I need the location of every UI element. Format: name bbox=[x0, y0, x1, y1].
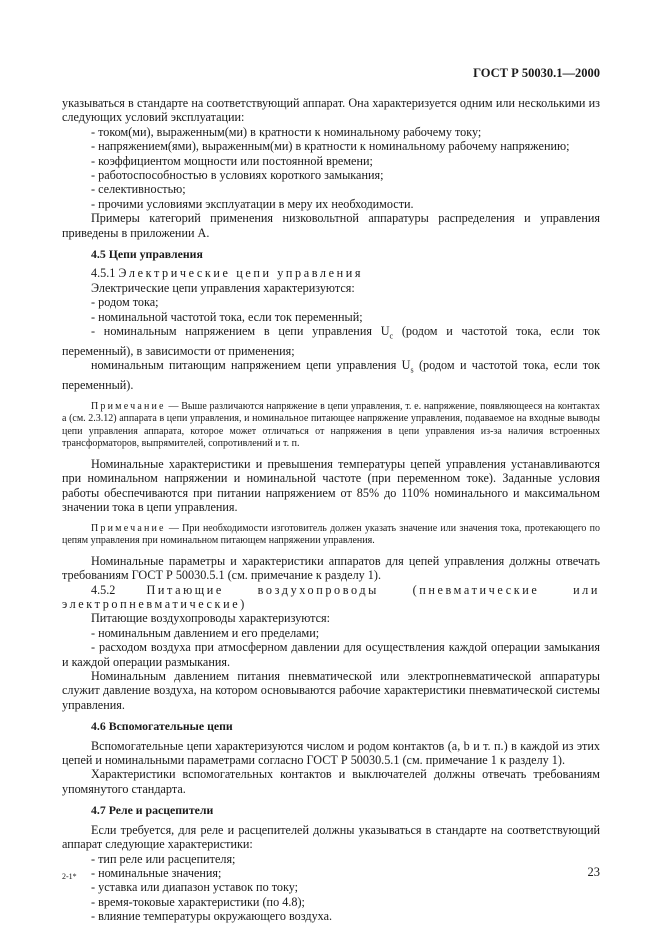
list-item: - номинальным давлением и его пределами; bbox=[91, 625, 320, 640]
list-item: - током(ми), выраженным(ми) в кратности к номинальному рабочему току; bbox=[91, 124, 482, 139]
list-item: - родом тока; bbox=[91, 295, 159, 310]
list-item: - тип реле или расцепителя; bbox=[91, 851, 236, 866]
paragraph: Характеристики вспомогательных контактов и выключателей должны отвечать требованиям упомянутого стандарта. bbox=[62, 767, 600, 796]
list-item: - коэффициентом мощности или постоянной времени; bbox=[91, 153, 373, 168]
paragraph: Электрические цепи управления характеризуются: bbox=[91, 280, 355, 295]
intro-block bbox=[62, 96, 600, 240]
section-4-7 bbox=[62, 803, 600, 923]
note-label: Примечание bbox=[91, 400, 166, 412]
section-heading: 4.7 Реле и расцепители bbox=[91, 803, 214, 818]
section-4-6 bbox=[62, 719, 600, 796]
note-text: — При необходимости изготовитель должен указать значение или значения тока, протекающего по цепям управления при номинальном питающем напряжении управления. bbox=[62, 522, 600, 547]
list-item: - селективностью; bbox=[91, 182, 186, 197]
page-number: 23 bbox=[587, 865, 600, 879]
sheet-mark: 2-1* bbox=[62, 872, 77, 881]
list-item: - прочими условиями эксплуатации в меру их необходимости. bbox=[91, 196, 414, 211]
subsection-name: Электрические цепи управления bbox=[118, 266, 364, 281]
subsection-number: 4.5.2 bbox=[91, 582, 147, 597]
subsection-name: Питающие воздухопроводы (пневматические или электропневматические) bbox=[62, 582, 600, 611]
paragraph: Если требуется, для реле и расцепителей должны указываться в стандарте на соответствующий аппарат следующие характеристики: bbox=[62, 822, 600, 852]
note-text: — Выше различаются напряжение в цепи управления, т. е. напряжение, появляющееся на контактах a (см. 2.3.12) аппарата в цепи управления, и номинальное питающее напряжение управления, подаваемое на входные выводы цепи управления аппарата, которое может отличаться от напряжения в цепи управления из-за наличия встроенных трансформаторов, выпрямителей, сопротивлений и т. п. bbox=[62, 400, 600, 450]
list-item: - номинальные значения; bbox=[91, 865, 222, 880]
section-4-5 bbox=[62, 247, 600, 712]
paragraph: Номинальным давлением питания пневматической или электропневматической аппаратуры служит давление воздуха, на котором основываются рабочие характеристики пневматической системы управления. bbox=[62, 669, 600, 712]
note bbox=[62, 401, 600, 451]
paragraph: Номинальные параметры и характеристики аппаратов для цепей управления должны отвечать требованиям ГОСТ Р 50030.5.1 (см. примечание к разделу 1). bbox=[62, 553, 600, 583]
list-item: - номинальной частотой тока, если ток переменный; bbox=[91, 309, 363, 324]
list-item: - номинальным напряжением в цепи управления $U_c$ (родом и частотой тока, если ток переменный), в зависимости от применения; bbox=[62, 324, 600, 358]
section-heading: 4.5 Цепи управления bbox=[91, 247, 203, 262]
subsection-number: 4.5.1 bbox=[91, 266, 119, 281]
paragraph: Примеры категорий применения низковольтной аппаратуры распределения и управления приведены в приложении А. bbox=[62, 211, 600, 240]
list-item: - напряжением(ями), выраженным(ми) в кратности к номинальному рабочему напряжению; bbox=[91, 139, 570, 154]
list-item: - время-токовые характеристики (по 4.8); bbox=[91, 894, 305, 909]
section-heading: 4.6 Вспомогательные цепи bbox=[91, 719, 233, 734]
list-item: - расходом воздуха при атмосферном давлении для осуществления каждой операции замыкания и каждой операции размыкания. bbox=[62, 640, 600, 669]
note bbox=[62, 523, 600, 548]
paragraph: Вспомогательные цепи характеризуются числом и родом контактов (a, b и т. п.) в каждой из этих цепей и номинальными параметрами согласно ГОСТ Р 50030.5.1 (см. примечание 1 к разделу 1). bbox=[62, 738, 600, 768]
doc-header: ГОСТ Р 50030.1—2000 bbox=[473, 66, 600, 80]
paragraph: Питающие воздухопроводы характеризуются: bbox=[91, 611, 331, 626]
subsection-title bbox=[62, 583, 600, 612]
paragraph: Номинальные характеристики и превышения температуры цепей управления устанавливаются при номинальном напряжении и номинальной частоте (при переменном токе). Заданные условия работы обеспечиваются при питании напряжением от 85% до 110% номинального и максимальном значении тока в цепи управления. bbox=[62, 456, 600, 515]
note-label: Примечание bbox=[91, 522, 166, 534]
paragraph: указываться в стандарте на соответствующий аппарат. Она характеризуется одним или несколькими из следующих условий эксплуатации: bbox=[62, 96, 600, 125]
list-item: - уставка или диапазон уставок по току; bbox=[91, 880, 299, 895]
list-item: - работоспособностью в условиях короткого замыкания; bbox=[91, 168, 384, 183]
subsection-title bbox=[62, 266, 600, 280]
list-item: - влияние температуры окружающего воздуха. bbox=[91, 909, 333, 924]
list-item: номинальным питающим напряжением цепи управления $U_s$ (родом и частотой тока, если ток переменный). bbox=[62, 358, 600, 393]
